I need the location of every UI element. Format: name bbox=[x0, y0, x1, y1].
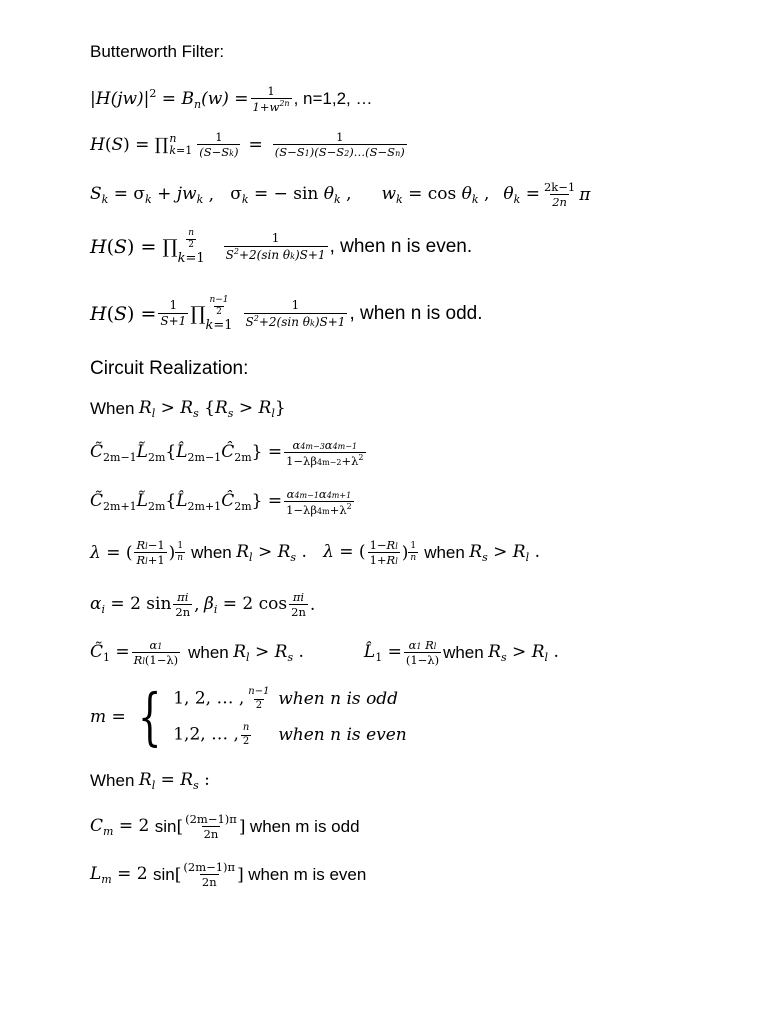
equation-first-elements: $C̃_1$ = $\frac{\alpha 1}{Rl(1-\lambda)}$ when $R_l > R_s$ . $L̂_1$ = $\frac{\alpha 1 Rl}{(1-\lambda)}$ when $R_s > R_l$ . bbox=[90, 638, 559, 668]
fraction: $\frac{1-Rl}{1+Rl}$ bbox=[369, 538, 398, 568]
fraction: $\frac{1}{S^2+2(\sin \theta k)S+1}$ bbox=[225, 230, 326, 262]
section-title: Circuit Realization: bbox=[90, 358, 249, 379]
when-label: when bbox=[188, 642, 229, 662]
sin-word: sin bbox=[154, 816, 177, 836]
fraction: $\frac{\alpha 1 Rl}{(1-\lambda)}$ bbox=[405, 638, 440, 668]
case-even-text: when n is even bbox=[278, 725, 407, 745]
title-text: Butterworth Filter: bbox=[90, 42, 225, 61]
case-odd: 1, 2, … , $\frac{n-1}{2}$ when n is odd bbox=[173, 686, 399, 711]
fraction: $\frac{\alpha 1}{Rl(1-\lambda)}$ bbox=[133, 638, 179, 668]
sin-word: sin bbox=[153, 864, 175, 884]
when-m-odd: when m is odd bbox=[249, 816, 360, 836]
fraction: $\frac{1}{(S-S1)(S-S2)\dots(S-Sn)}$ bbox=[274, 130, 405, 160]
fraction: $\frac{\pi i}{2n}$ bbox=[175, 590, 191, 620]
equation-lm: $L_m = 2$ sin [ $\frac{(2m-1)\pi}{2n}$ ] when m is even bbox=[90, 860, 367, 890]
equation-alpha-beta: $\alpha_i = 2$ sin $\frac{\pi i}{2n}$ , $\beta_i = 2$ cos $\frac{\pi i}{2n}$ . bbox=[90, 590, 316, 620]
section-heading bbox=[90, 358, 248, 380]
case-even: 1,2, … , $\frac{n}{2}$ when n is even bbox=[173, 722, 407, 747]
fraction: $\frac{Rl-1}{Rl+1}$ bbox=[136, 538, 165, 568]
when-label: when bbox=[443, 642, 484, 662]
equation-odd-order: H ( S ) = $\frac{1}{S+1}$ ∏ $\frac{n-1}{2}$ k=1 $\frac{1}{S^2+2(\sin \theta k)S+1}$ , when n is odd. bbox=[90, 295, 483, 333]
equation-transfer-product: H ( S ) = ∏ n k=1 $\frac{1}{(S-Sk)}$ = $\frac{1}{(S-S1)(S-S2)\dots(S-Sn)}$ bbox=[90, 130, 405, 160]
equation-m-cases: m = { 1, 2, … , $\frac{n-1}{2}$ when n is odd 1,2, … , $\frac{n}{2}$ when n is even bbox=[90, 680, 407, 753]
when-label: When bbox=[90, 399, 135, 418]
document-title bbox=[90, 42, 224, 62]
even-condition: , when n is even. bbox=[329, 235, 473, 257]
equation-magnitude: $|H(jw)|^2 = B_n(w)$ = $\frac{1}{1+w^{2n}}$ , n=1,2, … bbox=[90, 84, 373, 115]
fraction: $\frac{(2m-1)\pi}{2n}$ bbox=[185, 812, 237, 842]
fraction: $\frac{1}{(S-Sk)}$ bbox=[199, 130, 239, 160]
odd-condition: , when n is odd. bbox=[349, 302, 483, 324]
equation-lambda: λ = ( $\frac{Rl-1}{Rl+1}$ ) $\frac{1}{n}$ when $R_l > R_s$ . λ = ( $\frac{1-Rl}{1+Rl}$ ) $\frac{1}{n}$ when $R_s > R_l$ . bbox=[90, 538, 540, 568]
when-m-even: when m is even bbox=[248, 864, 367, 884]
fraction: $\frac{1}{S+1}$ bbox=[160, 298, 187, 329]
fraction: $\frac{2k-1}{2n}$ bbox=[543, 180, 576, 210]
eq1-tail: , n=1,2, … bbox=[293, 89, 373, 109]
when-label: when bbox=[191, 542, 232, 562]
fraction: $\frac{(2m-1)\pi}{2n}$ bbox=[183, 860, 236, 890]
fraction: $\frac{1}{1+w^{2n}}$ bbox=[252, 84, 290, 115]
condition-line: When $R_l > R_s$ $\{R_s > R_l\}$ bbox=[90, 398, 286, 420]
equation-recursion-1: $C̃_{2m-1}L̃_{2m}\{L̂_{2m-1}Ĉ_{2m}\}$ = $\frac{\alpha 4m-3\alpha 4m-1}{1-\lambda\beta 4m-2+\lambda^2}$ bbox=[90, 438, 364, 469]
equation-cm: $C_m = 2$ sin [ $\frac{(2m-1)\pi}{2n}$ ] when m is odd bbox=[90, 812, 360, 842]
fraction: $\frac{\alpha 4m-3\alpha 4m-1}{1-\lambda\beta 4m-2+\lambda^2}$ bbox=[286, 438, 364, 469]
fraction: $\frac{\pi i}{2n}$ bbox=[291, 590, 306, 620]
fraction: $\frac{\alpha 4m-1\alpha 4m+1}{1-\lambda\beta 4m+\lambda^2}$ bbox=[286, 487, 352, 518]
equation-recursion-2: $C̃_{2m+1}L̃_{2m}\{L̂_{2m+1}Ĉ_{2m}\}$ = $\frac{\alpha 4m-1\alpha 4m+1}{1-\lambda\beta 4m+\lambda^2}$ bbox=[90, 487, 352, 518]
equation-poles: $S_k = \sigma_k + jw_k$ , $\sigma_k$ = − $\sin \theta_k$ , $w_k = \cos \theta_k$ , $\theta_k$ = $\frac{2k-1}{2n}$ π bbox=[90, 180, 591, 210]
fraction: $\frac{1}{S^2+2(\sin \theta k)S+1}$ bbox=[245, 297, 346, 329]
case-odd-text: when n is odd bbox=[278, 689, 399, 709]
when-label: When bbox=[90, 771, 135, 790]
when-label: when bbox=[424, 542, 465, 562]
condition-equal: When $R_l = R_s$ : bbox=[90, 770, 210, 792]
equation-even-order: H ( S ) = ∏ $\frac{n}{2}$ k=1 $\frac{1}{S^2+2(\sin \theta k)S+1}$ , when n is even. bbox=[90, 228, 473, 266]
